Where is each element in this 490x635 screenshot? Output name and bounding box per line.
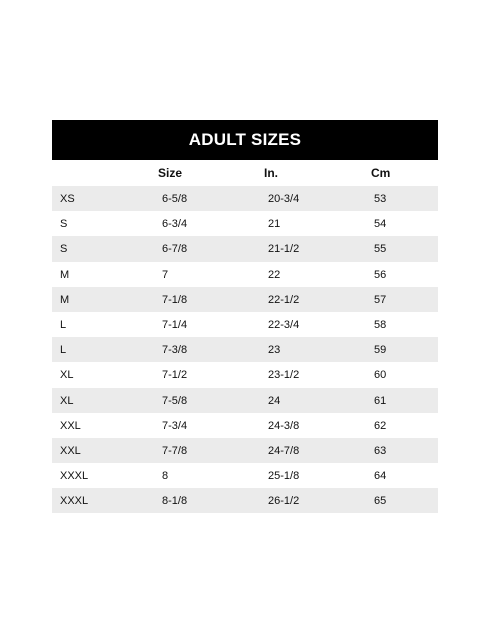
hat-size-cell: 7-5/8 <box>162 394 188 407</box>
hat-size-cell: 6-7/8 <box>162 243 188 256</box>
inches-cell: 22-3/4 <box>268 318 300 331</box>
hat-size-cell: 7-1/8 <box>162 293 188 306</box>
chart-title-bar <box>52 120 438 160</box>
table-row <box>52 262 438 287</box>
size-table-body <box>52 186 438 513</box>
chart-title: ADULT SIZES <box>188 130 302 149</box>
size-label-cell: XL <box>60 394 74 407</box>
cm-cell: 53 <box>374 193 387 205</box>
table-row <box>52 388 438 413</box>
table-row <box>52 337 438 362</box>
table-row <box>52 362 438 387</box>
size-label-cell: L <box>60 318 67 331</box>
column-header-inches: In. <box>264 166 278 180</box>
size-label-cell: XXXL <box>60 470 89 483</box>
cm-cell: 62 <box>374 419 387 432</box>
size-label-cell: XXL <box>60 444 81 457</box>
inches-cell: 20-3/4 <box>268 193 300 205</box>
table-row <box>52 211 438 236</box>
inches-cell: 24-3/8 <box>268 419 300 432</box>
size-label-cell: L <box>60 344 67 357</box>
hat-size-cell: 6-3/4 <box>162 218 188 231</box>
table-row <box>52 463 438 488</box>
inches-cell: 23 <box>268 344 281 357</box>
size-label-cell: M <box>60 268 70 281</box>
inches-cell: 24 <box>268 394 281 407</box>
cm-cell: 57 <box>374 293 387 306</box>
size-label-cell: XS <box>60 193 75 205</box>
hat-size-cell: 7-3/4 <box>162 419 188 432</box>
cm-cell: 65 <box>374 495 387 508</box>
inches-cell: 22 <box>268 268 281 281</box>
cm-cell: 58 <box>374 318 387 331</box>
size-label-cell: XXXL <box>60 495 89 508</box>
inches-cell: 21 <box>268 218 281 231</box>
table-row <box>52 186 438 211</box>
column-header-cm: Cm <box>371 166 391 180</box>
hat-size-cell: 7 <box>162 268 169 281</box>
column-header-size: Size <box>158 166 183 180</box>
cm-cell: 64 <box>374 470 387 483</box>
inches-cell: 24-7/8 <box>268 444 300 457</box>
hat-size-cell: 8 <box>162 470 169 483</box>
inches-cell: 26-1/2 <box>268 495 300 508</box>
hat-size-cell: 7-1/2 <box>162 369 188 382</box>
column-header-row <box>52 161 438 185</box>
table-row <box>52 312 438 337</box>
size-label-cell: XL <box>60 369 74 382</box>
table-row <box>52 488 438 513</box>
cm-cell: 60 <box>374 369 387 382</box>
size-label-cell: S <box>60 218 68 231</box>
inches-cell: 25-1/8 <box>268 470 300 483</box>
hat-size-cell: 7-7/8 <box>162 444 188 457</box>
size-label-cell: S <box>60 243 68 256</box>
inches-cell: 23-1/2 <box>268 369 300 382</box>
cm-cell: 61 <box>374 394 387 407</box>
cm-cell: 63 <box>374 444 387 457</box>
size-label-cell: XXL <box>60 419 81 432</box>
inches-cell: 21-1/2 <box>268 243 300 256</box>
size-chart <box>52 120 438 513</box>
inches-cell: 22-1/2 <box>268 293 300 306</box>
hat-size-cell: 7-1/4 <box>162 318 188 331</box>
cm-cell: 59 <box>374 344 387 357</box>
cm-cell: 56 <box>374 268 387 281</box>
hat-size-cell: 7-3/8 <box>162 344 188 357</box>
table-row <box>52 287 438 312</box>
hat-size-cell: 6-5/8 <box>162 193 188 205</box>
cm-cell: 55 <box>374 243 387 256</box>
cm-cell: 54 <box>374 218 387 231</box>
size-label-cell: M <box>60 293 70 306</box>
table-row <box>52 413 438 438</box>
table-row <box>52 236 438 261</box>
table-row <box>52 438 438 463</box>
hat-size-cell: 8-1/8 <box>162 495 188 508</box>
